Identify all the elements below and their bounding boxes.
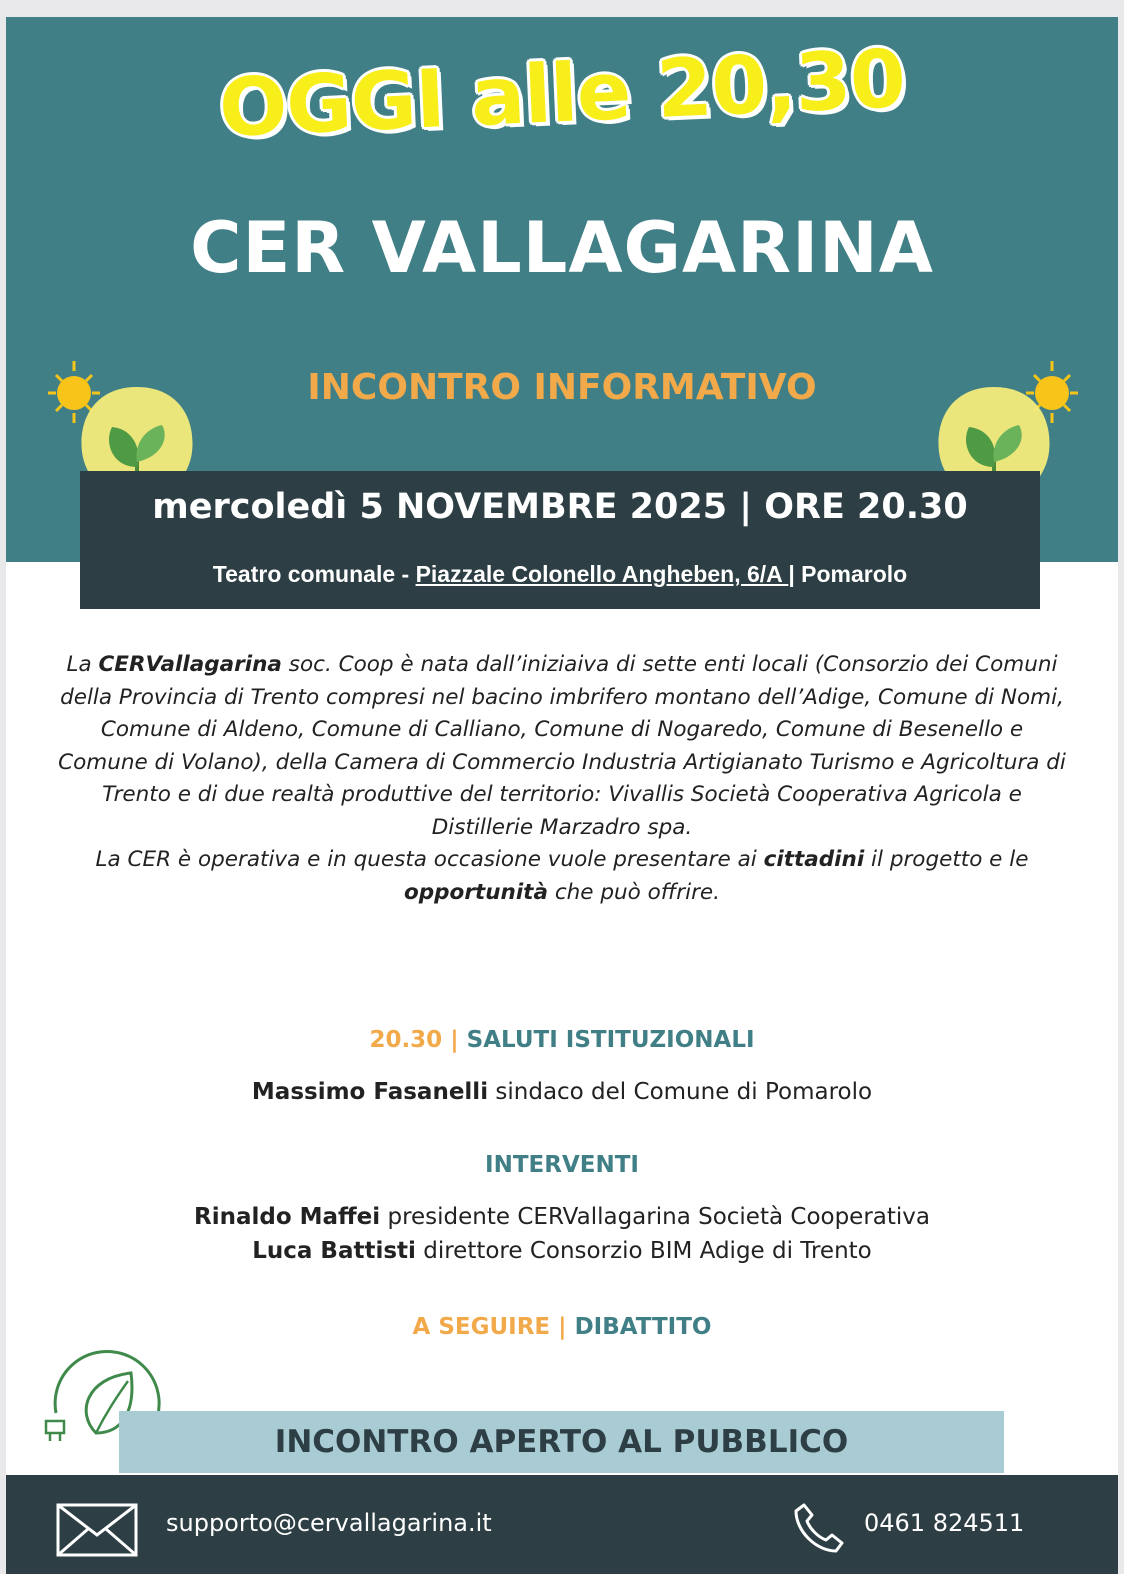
event-date: mercoledì 5 NOVEMBRE 2025 | ORE 20.30	[152, 487, 968, 527]
venue-city: | Pomarolo	[788, 561, 908, 587]
speaker-line: Rinaldo Maffei presidente CERVallagarina Società Cooperativa	[193, 1204, 930, 1230]
venue-name: Teatro comunale -	[212, 561, 416, 587]
description-paragraph-1: La CERVallagarina soc. Coop è nata dall’iniziaiva di sette enti locali (Consorzio dei Comuni della Provincia di Trento compresi nel bacino imbrifero montano dell’Adige, Comune di Nomi, Comune di Aldeno, Comune di Calliano, Comune di Nogaredo, Comune di Besenello e Comune di Volano), della Camera di Commercio Industria Artigianato Turismo e Agricoltura di Trento e di due realtà produttive del territorio: Vivallis Società Cooperativa Agricola e Distillerie Marzadro spa.	[58, 652, 1066, 840]
description	[56, 649, 1068, 909]
headline: OGGI alle 20,30	[217, 32, 907, 155]
date-box	[80, 471, 1040, 609]
subtitle: INCONTRO INFORMATIVO	[307, 367, 817, 408]
event-venue	[80, 561, 1040, 588]
envelope-icon	[56, 1503, 138, 1557]
section-saluti-heading: 20.30 | SALUTI ISTITUZIONALI	[369, 1027, 755, 1053]
phone-icon	[792, 1501, 846, 1555]
speaker-line: Massimo Fasanelli sindaco del Comune di Pomarolo	[251, 1079, 873, 1105]
description-paragraph-2: La CER è operativa e in questa occasione vuole presentare ai cittadini il progetto e le opportunità che può offrire.	[95, 847, 1029, 905]
open-to-public-banner: INCONTRO APERTO AL PUBBLICO	[119, 1411, 1004, 1473]
footer	[6, 1475, 1118, 1574]
phone-link[interactable]: 0461 824511	[864, 1509, 1025, 1537]
section-interventi-heading: INTERVENTI	[485, 1152, 639, 1178]
cer-name: CERVallagarina	[98, 652, 282, 677]
poster	[6, 17, 1118, 1574]
venue-address: Piazzale Colonello Angheben, 6/A	[415, 561, 789, 587]
speaker-line: Luca Battisti direttore Consorzio BIM Adige di Trento	[252, 1238, 872, 1264]
title: CER VALLAGARINA	[190, 207, 934, 289]
email-link[interactable]: supporto@cervallagarina.it	[166, 1509, 492, 1537]
section-dibattito-heading: A SEGUIRE | DIBATTITO	[412, 1314, 712, 1340]
